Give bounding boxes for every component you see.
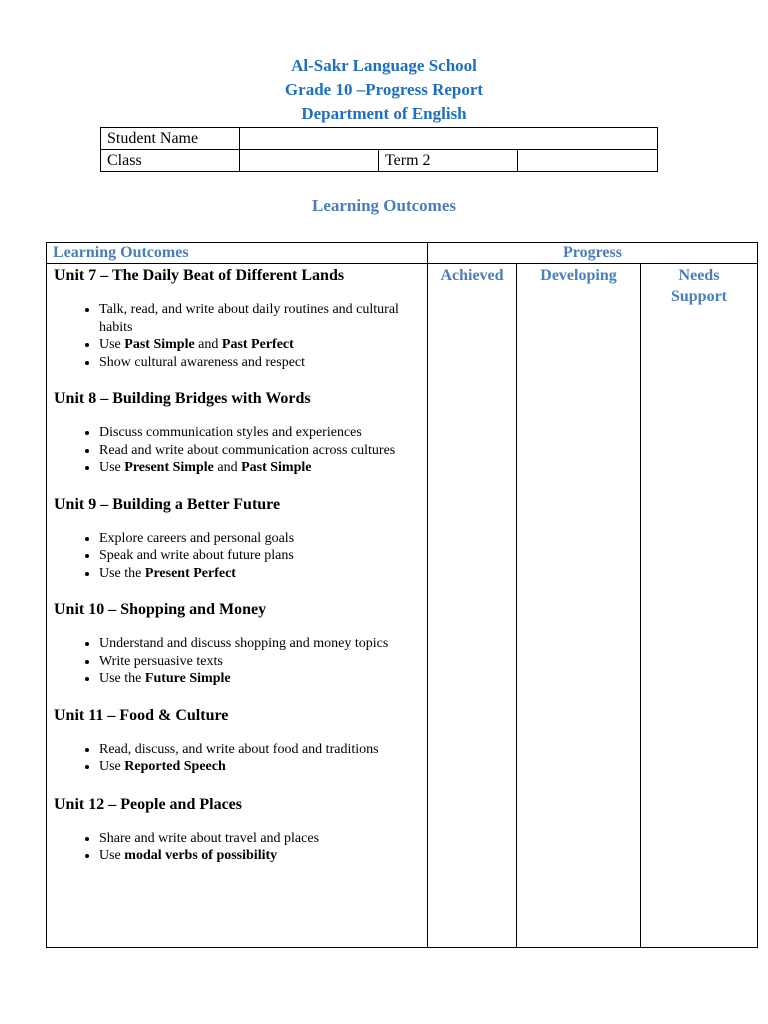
outcomes-cell — [47, 264, 428, 948]
unit-block — [54, 795, 421, 865]
outcome-text: Read, discuss, and write about food and traditions — [99, 741, 379, 757]
outcome-item — [99, 530, 421, 548]
outcome-item — [99, 653, 421, 671]
school-name: Al-Sakr Language School — [291, 56, 477, 75]
outcome-item — [99, 547, 421, 565]
term-field[interactable] — [518, 150, 658, 172]
outcome-item — [99, 830, 421, 848]
outcome-list — [54, 424, 421, 477]
unit-block — [54, 495, 421, 583]
outcomes-body-row — [47, 264, 758, 948]
developing-column[interactable]: Developing — [517, 264, 641, 948]
outcome-text: and — [194, 337, 222, 352]
outcome-item — [99, 336, 421, 354]
unit-title: Unit 7 – The Daily Beat of Different Lands — [54, 267, 345, 284]
class-label: Class — [101, 150, 240, 172]
outcome-item — [99, 442, 421, 460]
grammar-term: Present Simple — [124, 460, 214, 475]
outcome-text: Write persuasive texts — [99, 653, 223, 669]
unit-block — [54, 389, 421, 477]
outcome-text: Understand and discuss shopping and money topics — [99, 636, 389, 651]
unit-block — [54, 600, 421, 688]
outcome-text: Use the — [99, 565, 145, 581]
unit-title: Unit 12 – People and Places — [54, 795, 242, 813]
outcome-text: Use the — [99, 671, 145, 686]
grammar-term: Past Perfect — [221, 337, 294, 352]
grammar-term: Past Simple — [241, 460, 312, 475]
progress-column-header: Progress — [428, 243, 758, 264]
class-field[interactable] — [240, 150, 379, 172]
grammar-term: Reported Speech — [124, 759, 226, 774]
grammar-term: Future Simple — [144, 671, 231, 686]
outcome-list — [54, 635, 421, 688]
outcome-item — [99, 424, 421, 442]
student-name-label: Student Name — [101, 128, 240, 150]
outcome-text: Speak and write about future plans — [99, 548, 294, 563]
outcome-text: Read and write about communication across cultures — [99, 442, 396, 458]
outcome-item — [99, 354, 421, 372]
unit-title: Unit 11 – Food & Culture — [54, 706, 229, 724]
outcome-text: Explore careers and personal goals — [99, 530, 295, 546]
outcome-text: Show cultural awareness and respect — [99, 354, 306, 370]
term-label: Term 2 — [379, 150, 518, 172]
outcome-text: Use — [99, 337, 125, 352]
student-name-row — [101, 128, 658, 150]
needs-support-column[interactable]: Needs Support — [641, 264, 758, 948]
outcome-list — [54, 301, 421, 371]
outcome-text: Talk, read, and write about daily routines and cultural habits — [99, 302, 399, 335]
report-title: Grade 10 –Progress Report — [284, 80, 484, 99]
outcome-item — [99, 741, 421, 759]
outcome-text: and — [213, 460, 242, 475]
outcome-item — [99, 301, 421, 336]
outcome-list — [54, 741, 421, 776]
grammar-term: Past Simple — [124, 337, 195, 352]
class-row — [101, 150, 658, 172]
unit-title: Unit 9 – Building a Better Future — [54, 495, 281, 513]
outcome-list — [54, 830, 421, 865]
unit-title: Unit 8 – Building Bridges with Words — [54, 390, 311, 407]
student-name-field[interactable] — [240, 128, 658, 150]
outcome-text: Share and write about travel and places — [99, 830, 320, 846]
outcome-text: Use — [99, 460, 125, 475]
learning-outcomes-table — [46, 242, 758, 948]
outcome-text: Discuss communication styles and experiences — [99, 425, 362, 440]
outcome-item — [99, 565, 421, 583]
grammar-term: modal verbs of possibility — [124, 848, 278, 863]
section-title: Learning Outcomes — [311, 196, 457, 215]
outcomes-header-row — [47, 243, 758, 264]
outcome-text: Use — [99, 759, 125, 774]
outcome-item — [99, 635, 421, 653]
outcome-item — [99, 758, 421, 776]
unit-block — [54, 706, 421, 776]
outcome-text: Use — [99, 848, 125, 863]
grammar-term: Present Perfect — [144, 565, 236, 581]
outcome-item — [99, 847, 421, 865]
outcome-item — [99, 670, 421, 688]
unit-block — [54, 266, 421, 371]
unit-title: Unit 10 – Shopping and Money — [54, 601, 267, 618]
outcome-list — [54, 530, 421, 583]
outcomes-column-header: Learning Outcomes — [47, 243, 428, 264]
student-info-table — [100, 127, 658, 172]
department-name: Department of English — [301, 104, 467, 123]
achieved-column[interactable]: Achieved — [428, 264, 517, 948]
outcome-item — [99, 459, 421, 477]
